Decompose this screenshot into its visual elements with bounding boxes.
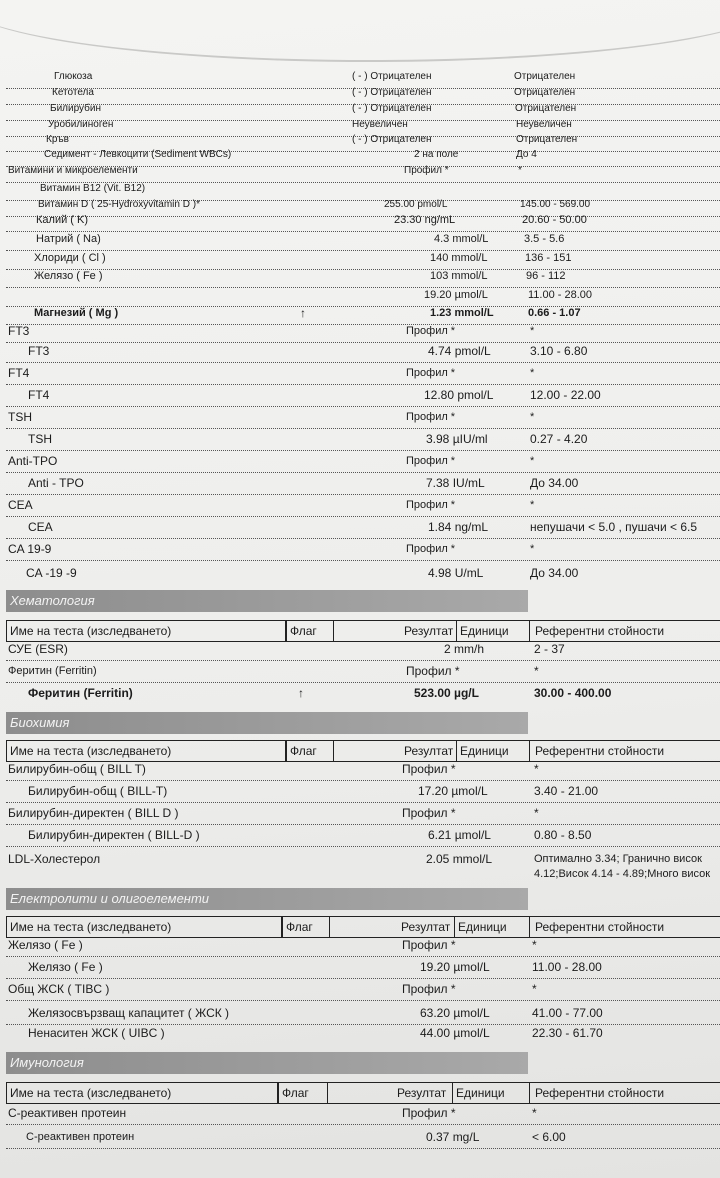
header-flag: Флаг <box>286 621 334 641</box>
header-test-name: Име на теста (изследването) <box>6 741 286 761</box>
test-reference: 3.5 - 5.6 <box>524 233 565 245</box>
test-reference: 2 - 37 <box>534 642 565 656</box>
test-name: FT3 <box>28 344 50 358</box>
test-result: Профил * <box>406 664 460 678</box>
test-row-flagged <box>0 684 720 706</box>
test-row <box>0 474 720 496</box>
test-result: 255.00 pmol/L <box>384 199 448 210</box>
test-reference: До 4 <box>516 149 537 160</box>
profile-row <box>0 662 720 684</box>
header-flag: Флаг <box>286 741 334 761</box>
test-result: Профил * <box>406 543 456 555</box>
test-row <box>0 518 720 540</box>
header-reference: Референтни стойности <box>535 744 665 758</box>
header-flag: Флаг <box>282 917 330 937</box>
section-title-biochemistry: Биохимия <box>6 712 528 734</box>
test-name: Феритин (Ferritin) <box>28 686 133 700</box>
test-result: 4.74 pmol/L <box>428 344 491 358</box>
test-reference: 0.66 - 1.07 <box>528 307 581 319</box>
test-result: Профил * <box>402 1106 456 1120</box>
test-name: Витамин B12 (Vit. B12) <box>40 183 146 194</box>
test-result: 1.23 mmol/L <box>430 307 494 319</box>
header-reference: Референтни стойности <box>535 1086 665 1100</box>
profile-row <box>0 364 720 386</box>
test-reference: Неувеличен <box>516 119 572 130</box>
test-name: CEA <box>28 520 53 534</box>
test-reference: * <box>534 664 539 678</box>
test-reference: 0.80 - 8.50 <box>534 828 592 842</box>
test-reference: 20.60 - 50.00 <box>522 214 587 226</box>
profile-row <box>0 540 720 562</box>
test-reference: До 34.00 <box>530 566 579 580</box>
test-reference: * <box>530 543 535 555</box>
test-result: ( - ) Отрицателен <box>352 87 432 98</box>
test-reference: < 6.00 <box>532 1130 566 1144</box>
test-name: LDL-Холестерол <box>8 852 101 866</box>
test-result: 0.37 mg/L <box>426 1130 480 1144</box>
profile-row <box>0 408 720 430</box>
test-reference: 136 - 151 <box>525 252 572 264</box>
test-reference: 12.00 - 22.00 <box>530 388 601 402</box>
test-reference: 11.00 - 28.00 <box>532 960 602 974</box>
test-reference: * <box>534 762 539 776</box>
header-reference: Референтни стойности <box>535 624 665 638</box>
test-result: 63.20 µmol/L <box>420 1006 490 1020</box>
test-reference: Отрицателен <box>516 134 578 145</box>
test-reference: * <box>518 165 522 176</box>
test-row <box>0 430 720 452</box>
profile-row <box>0 496 720 518</box>
test-name: Калий ( K) <box>36 214 89 226</box>
test-name: Кетотела <box>52 87 94 98</box>
test-reference: Отрицателен <box>514 71 576 82</box>
test-reference: Отрицателен <box>514 87 576 98</box>
test-reference: До 34.00 <box>530 476 579 490</box>
test-reference: непушачи < 5.0 , пушачи < 6.5 <box>530 520 697 534</box>
header-result: Резултат <box>397 1086 447 1100</box>
header-units: Единици <box>456 621 530 641</box>
test-result: Неувеличен <box>352 119 408 130</box>
profile-row <box>0 936 720 958</box>
header-test-name: Име на теста (изследването) <box>6 621 286 641</box>
test-name: Уробилиноген <box>48 119 114 130</box>
test-name: Хлориди ( Cl ) <box>34 252 106 264</box>
test-result: Профил * <box>402 806 456 820</box>
test-result: 2 на поле <box>414 149 459 160</box>
table-header <box>6 1082 720 1104</box>
test-name: Билирубин-директен ( BILL-D ) <box>28 828 200 842</box>
test-reference: * <box>530 325 535 337</box>
test-name: Билирубин-директен ( BILL D ) <box>8 806 179 820</box>
test-row <box>0 1128 720 1150</box>
test-name: Желязо ( Fe ) <box>8 938 83 952</box>
test-row <box>0 640 720 662</box>
test-reference: 96 - 112 <box>526 270 566 282</box>
test-row <box>0 1024 720 1046</box>
test-name: CA -19 -9 <box>26 566 77 580</box>
test-result: 19.20 µmol/L <box>424 289 488 301</box>
header-reference: Референтни стойности <box>535 920 665 934</box>
profile-row <box>0 804 720 826</box>
section-title-hematology: Хематология <box>6 590 528 612</box>
test-result: ( - ) Отрицателен <box>352 71 432 82</box>
test-result: 103 mmol/L <box>430 270 488 282</box>
test-name: Желязо ( Fe ) <box>34 270 103 282</box>
test-name: Желязосвързващ капацитет ( ЖСК ) <box>28 1006 230 1020</box>
test-name: Ненаситен ЖСК ( UIBC ) <box>28 1026 165 1040</box>
test-result: 19.20 µmol/L <box>420 960 490 974</box>
header-units: Единици <box>452 1083 530 1103</box>
test-name: С-реактивен протеин <box>26 1131 135 1143</box>
test-result: 2 mm/h <box>444 642 485 656</box>
test-reference: 11.00 - 28.00 <box>528 289 593 301</box>
test-name: Кръв <box>46 134 69 145</box>
test-name: СУЕ (ESR) <box>8 642 68 656</box>
section-title-electrolytes: Електролити и олигоелементи <box>6 888 528 910</box>
test-reference: 145.00 - 569.00 <box>520 199 591 210</box>
test-result: 140 mmol/L <box>430 252 488 264</box>
test-name: FT3 <box>8 324 30 338</box>
test-row <box>0 1004 720 1026</box>
test-reference: 41.00 - 77.00 <box>532 1006 603 1020</box>
test-reference: 0.27 - 4.20 <box>530 432 588 446</box>
test-row <box>0 342 720 364</box>
test-name: Феритин (Ferritin) <box>8 665 97 677</box>
table-header <box>6 916 720 938</box>
table-header <box>6 740 720 762</box>
table-header <box>6 620 720 642</box>
test-reference: * <box>530 455 535 467</box>
test-result: 44.00 µmol/L <box>420 1026 490 1040</box>
up-arrow-icon: ↑ <box>300 306 306 320</box>
test-reference: * <box>534 806 539 820</box>
test-name: Желязо ( Fe ) <box>28 960 103 974</box>
test-name: С-реактивен протеин <box>8 1106 127 1120</box>
header-result: Резултат <box>401 920 451 934</box>
test-result: 6.21 µmol/L <box>428 828 491 842</box>
test-result: Профил * <box>406 455 456 467</box>
test-reference: 30.00 - 400.00 <box>534 686 612 700</box>
test-result: Профил * <box>402 938 456 952</box>
test-name: Магнезий ( Mg ) <box>34 307 119 319</box>
test-reference: 3.10 - 6.80 <box>530 344 588 358</box>
test-name: Витамини и микроелементи <box>8 165 138 176</box>
test-reference-continued: 4.12;Висок 4.14 - 4.89;Много висок <box>534 868 711 880</box>
test-reference: * <box>532 982 537 996</box>
test-reference: * <box>532 938 537 952</box>
test-reference: 22.30 - 61.70 <box>532 1026 603 1040</box>
test-name: CA 19-9 <box>8 542 52 556</box>
test-result: 23.30 ng/mL <box>394 214 456 226</box>
header-flag: Флаг <box>278 1083 328 1103</box>
test-result: 1.84 ng/mL <box>428 520 489 534</box>
test-result: Профил * <box>402 762 456 776</box>
profile-row <box>0 760 720 782</box>
section-title-immunology: Имунология <box>6 1052 528 1074</box>
test-name: CEA <box>8 498 33 512</box>
test-reference: * <box>530 499 535 511</box>
test-name: TSH <box>8 410 32 424</box>
test-name: Глюкоза <box>54 71 93 82</box>
test-row <box>0 564 720 586</box>
test-reference: * <box>530 411 535 423</box>
test-reference: Отрицателен <box>515 103 577 114</box>
up-arrow-icon: ↑ <box>298 686 304 700</box>
profile-row <box>0 322 720 344</box>
test-result: Профил * <box>402 982 456 996</box>
profile-row <box>0 980 720 1002</box>
test-result: 17.20 µmol/L <box>418 784 488 798</box>
test-name: Билирубин <box>50 103 101 114</box>
header-units: Единици <box>454 917 530 937</box>
test-name: Билирубин-общ ( BILL-T) <box>28 784 168 798</box>
test-result: Профил * <box>406 499 456 511</box>
test-result: ( - ) Отрицателен <box>352 103 432 114</box>
test-name: Седимент - Левкоцити (Sediment WBCs) <box>44 149 232 160</box>
test-row <box>0 826 720 848</box>
test-row <box>0 782 720 804</box>
test-result: Профил * <box>404 165 449 176</box>
test-result: 7.38 IU/mL <box>426 476 485 490</box>
test-name: Общ ЖСК ( TIBC ) <box>8 982 110 996</box>
test-name: Билирубин-общ ( BILL T) <box>8 762 146 776</box>
header-test-name: Име на теста (изследването) <box>6 917 282 937</box>
test-result: 523.00 µg/L <box>414 686 479 700</box>
test-result: Профил * <box>406 411 456 423</box>
test-name: Витамин D ( 25-Hydroxyvitamin D )* <box>38 199 200 210</box>
test-name: FT4 <box>8 366 30 380</box>
test-reference: Оптимално 3.34; Гранично висок <box>534 853 702 865</box>
test-row <box>0 958 720 980</box>
test-name: FT4 <box>28 388 50 402</box>
test-row <box>0 850 720 884</box>
test-name: Натрий ( Na) <box>36 233 101 245</box>
test-result: Профил * <box>406 325 456 337</box>
test-name: Anti-TPO <box>8 454 58 468</box>
test-result: Профил * <box>406 367 456 379</box>
test-name: Anti - TPO <box>28 476 84 490</box>
header-units: Единици <box>456 741 530 761</box>
test-result: ( - ) Отрицателен <box>352 134 432 145</box>
test-reference: * <box>532 1106 537 1120</box>
header-test-name: Име на теста (изследването) <box>6 1083 278 1103</box>
test-name: TSH <box>28 432 52 446</box>
profile-row <box>0 452 720 474</box>
profile-row <box>0 1104 720 1126</box>
test-result: 2.05 mmol/L <box>426 852 493 866</box>
test-row <box>0 386 720 408</box>
header-result: Резултат <box>404 624 454 638</box>
page-edge <box>0 0 720 62</box>
test-result: 3.98 µIU/ml <box>426 432 488 446</box>
test-result: 4.98 U/mL <box>428 566 484 580</box>
test-reference: 3.40 - 21.00 <box>534 784 599 798</box>
test-result: 4.3 mmol/L <box>434 233 489 245</box>
test-reference: * <box>530 367 535 379</box>
header-result: Резултат <box>404 744 454 758</box>
test-result: 12.80 pmol/L <box>424 388 494 402</box>
